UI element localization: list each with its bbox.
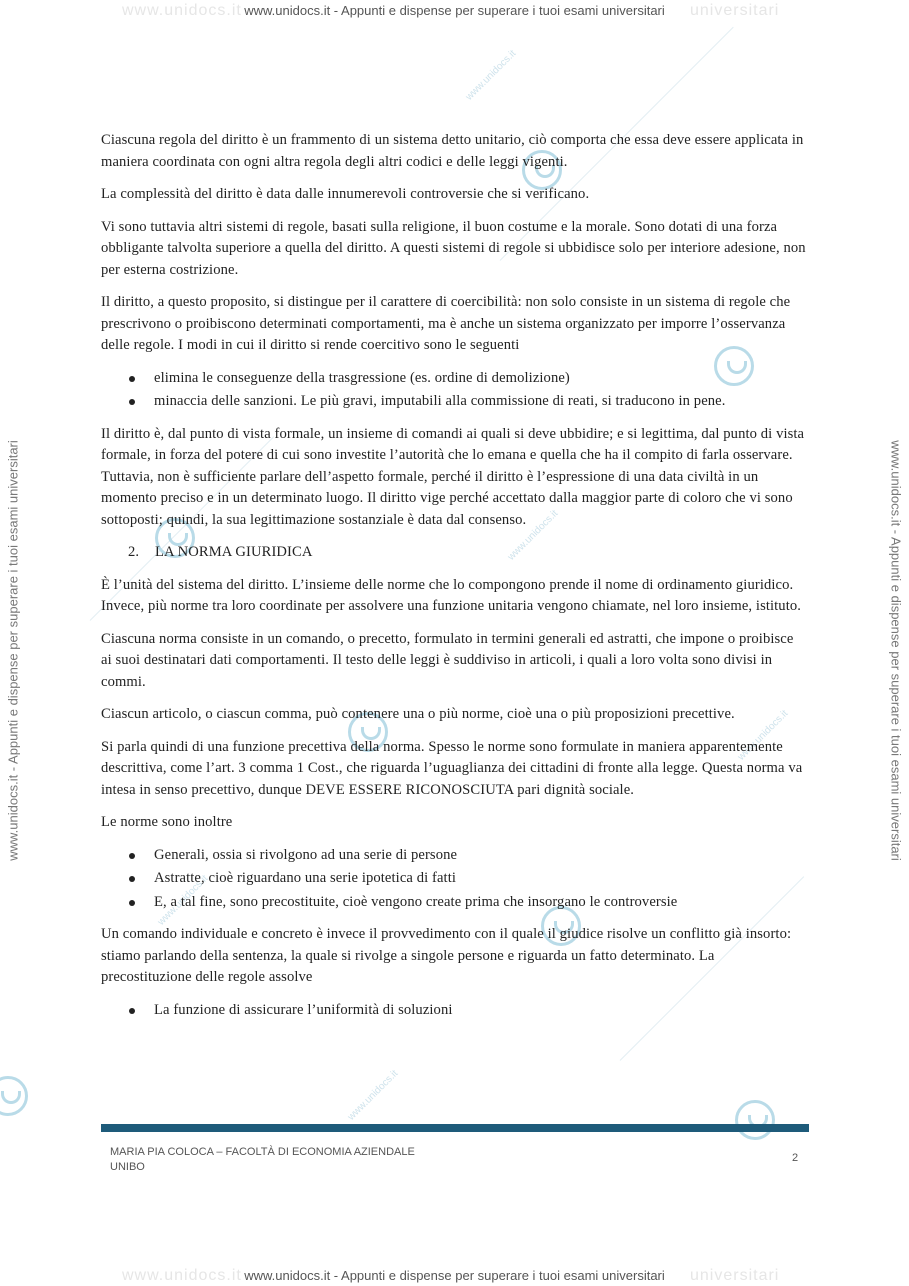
footer-bar [101, 1124, 809, 1132]
watermark-ghost-right: universitari [690, 2, 780, 19]
watermark-diagonal: www.unidocs.it [505, 508, 561, 563]
bullet-list [101, 368, 807, 413]
watermark-side-right: www.unidocs.it - Appunti e dispense per superare i tuoi esami universitari [888, 440, 904, 861]
list-item: minaccia delle sanzioni. Le più gravi, imputabili alla commissione di reati, si traducono in pene. [154, 391, 807, 413]
paragraph: Vi sono tuttavia altri sistemi di regole, basati sulla religione, il buon costume e la morale. Sono dotati di una forza obbligante talvolta superiore a quella del diritto. A questi sistemi di regole si ubbidisce solo per interiore adesione, non per esterna costrizione. [101, 218, 806, 278]
paragraph: Un comando individuale e concreto è invece il provvedimento con il quale il giudice risolve un conflitto già insorto: stiamo parlando della sentenza, la quale si rivolge a singole persone e riguarda un fatto determinato. La precostituzione delle regole assolve [101, 926, 792, 985]
watermark-diagonal: www.unidocs.it [155, 873, 211, 928]
unidocs-logo-icon [735, 1100, 775, 1140]
paragraph: Ciascuna norma consiste in un comando, o precetto, formulato in termini generali ed astratti, che impone o proibisce ai suoi destinatari dati comportamenti. Il testo delle leggi è suddiviso in articoli, i quali a loro volta sono divisi in commi. [101, 630, 794, 690]
footer-author [110, 1145, 415, 1175]
watermark-top-text: www.unidocs.it - Appunti e dispense per superare i tuoi esami universitari [244, 3, 665, 18]
paragraph: Il diritto è, dal punto di vista formale, un insieme di comandi ai quali si deve ubbidire; e si legittima, dal punto di vista formale, in forza del potere di cui sono investite l’autorità che lo emana e quella che ha il compito di farla osservare. Tuttavia, non è sufficiente parlare dell’aspetto formale, perché il diritto è l’espressione di una data civiltà in un momento preciso e in un determinato luogo. Il diritto vige perché accettato dalla maggior parte di coloro che vi sono sottoposti; quindi, la sua legittimazione sostanziale è data dal consenso. [101, 425, 805, 528]
section-heading [101, 542, 807, 564]
watermark-diagonal: www.unidocs.it [345, 1068, 401, 1123]
page-number: 2 [792, 1152, 799, 1164]
watermark-ghost-right-bottom: universitari [690, 1267, 780, 1284]
watermark-side-left: www.unidocs.it - Appunti e dispense per superare i tuoi esami universitari [5, 440, 21, 861]
paragraph: Il diritto, a questo proposito, si distingue per il carattere di coercibilità: non solo consiste in un sistema di regole che prescrivono o proibiscono determinati comportamenti, ma è anche un sistema organizzato per imporre l’osservanza delle regole. I modi in cui il diritto si rende coercitivo sono le seguenti [101, 294, 791, 353]
watermark-ghost-left: www.unidocs.it [122, 2, 242, 19]
section-title: LA NORMA GIURIDICA [155, 544, 313, 560]
bullet-list [101, 845, 807, 914]
watermark-bottom-text: www.unidocs.it - Appunti e dispense per superare i tuoi esami universitari [244, 1268, 665, 1283]
watermark-top [0, 3, 909, 18]
footer-line-1: MARIA PIA COLOCA – FACOLTÀ DI ECONOMIA AZIENDALE [110, 1146, 415, 1158]
paragraph: Le norme sono inoltre [101, 814, 233, 830]
paragraph: Ciascun articolo, o ciascun comma, può contenere una o più norme, cioè una o più proposizioni precettive. [101, 706, 735, 722]
paragraph: Si parla quindi di una funzione precettiva della norma. Spesso le norme sono formulate in maniera apparentemente descrittiva, come l’art. 3 comma 1 Cost., che riguarda l’uguaglianza dei cittadini di fronte alla legge. Questa norma va intesa in senso precettivo, dunque DEVE ESSERE RICONOSCIUTA pari dignità sociale. [101, 738, 803, 798]
paragraph: La complessità del diritto è data dalle innumerevoli controversie che si verificano. [101, 186, 590, 202]
list-item: La funzione di assicurare l’uniformità di soluzioni [154, 1000, 807, 1022]
list-item: Astratte, cioè riguardano una serie ipotetica di fatti [154, 868, 807, 890]
bullet-list [101, 1000, 807, 1022]
list-item: elimina le conseguenze della trasgressione (es. ordine di demolizione) [154, 368, 807, 390]
list-item: E, a tal fine, sono precostituite, cioè vengono create prima che insorgano le controversie [154, 892, 807, 914]
document-body [101, 130, 807, 1032]
watermark-bottom [0, 1268, 909, 1283]
watermark-diagonal: www.unidocs.it [735, 708, 791, 763]
paragraph: Ciascuna regola del diritto è un frammento di un sistema detto unitario, ciò comporta che essa deve essere applicata in maniera coordinata con ogni altra regola degli altri codici e delle leggi vigenti. [101, 132, 804, 170]
section-number: 2. [128, 544, 140, 560]
watermark-diagonal: www.unidocs.it [463, 48, 519, 103]
unidocs-logo-icon [0, 1076, 28, 1116]
watermark-ghost-left-bottom: www.unidocs.it [122, 1267, 242, 1284]
list-item: Generali, ossia si rivolgono ad una serie di persone [154, 845, 807, 867]
paragraph: È l’unità del sistema del diritto. L’insieme delle norme che lo compongono prende il nome di ordinamento giuridico. Invece, più norme tra loro coordinate per assolvere una funzione unitaria vengono chiamate, nel loro insieme, istituto. [101, 576, 802, 614]
footer-line-2: UNIBO [110, 1161, 145, 1173]
